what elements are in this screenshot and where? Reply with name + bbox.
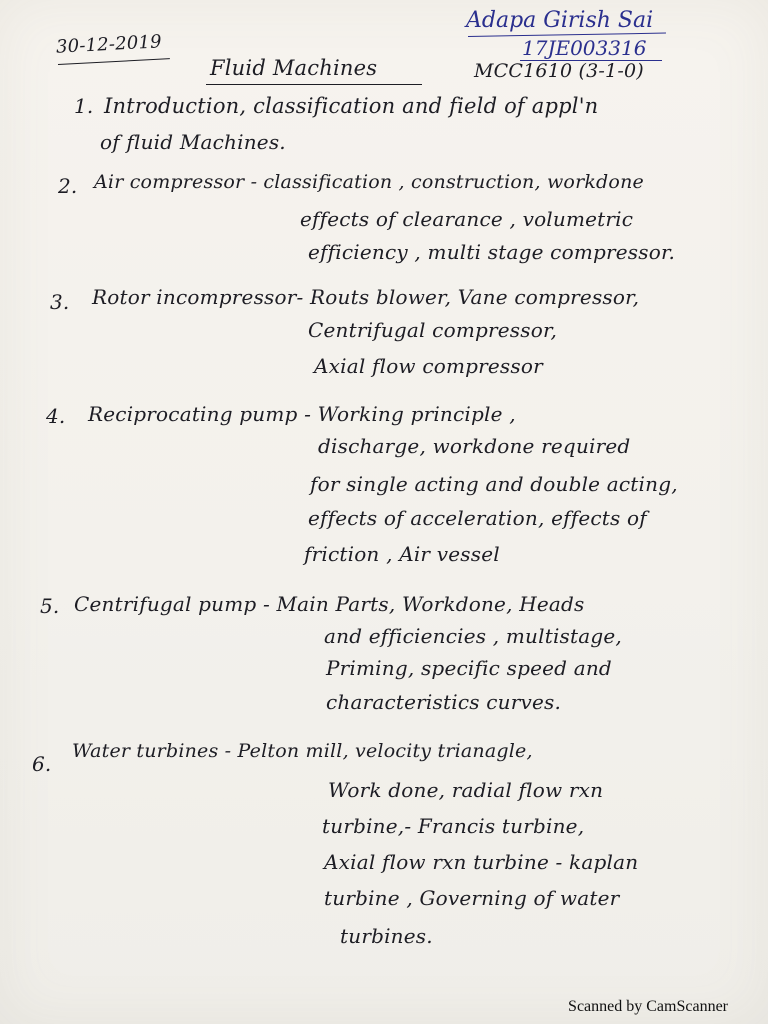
item-3-line-2: Centrifugal compressor,: [308, 318, 558, 342]
item-6-line-5: turbine , Governing of water: [324, 886, 620, 910]
course-code: MCC1610 (3-1-0): [474, 60, 644, 82]
item-number: 2.: [58, 174, 78, 198]
item-3-line-3: Axial flow compressor: [314, 354, 543, 378]
item-5-line-4: characteristics curves.: [326, 690, 562, 714]
date-underline: [58, 58, 170, 65]
item-number: 1.: [74, 94, 94, 118]
item-4-line-2: discharge, workdone required: [318, 434, 631, 458]
item-4-line-4: effects of acceleration, effects of: [308, 506, 647, 530]
page-title-underline: [206, 84, 422, 85]
item-2-line-3: efficiency , multi stage compressor.: [308, 240, 676, 264]
date: 30-12-2019: [55, 31, 163, 58]
item-5-line-1: Centrifugal pump - Main Parts, Workdone, Heads: [74, 592, 585, 616]
student-name: Adapa Girish Sai: [466, 8, 654, 33]
roll-number: 17JE003316: [522, 36, 647, 60]
item-6-line-2: Work done, radial flow rxn: [328, 778, 604, 802]
item-number: 5.: [40, 594, 60, 618]
item-5-line-3: Priming, specific speed and: [326, 656, 612, 680]
item-number: 3.: [50, 290, 70, 314]
item-6-line-3: turbine,- Francis turbine,: [322, 814, 585, 838]
item-2-line-2: effects of clearance , volumetric: [300, 207, 634, 231]
item-6-line-6: turbines.: [340, 924, 433, 948]
item-1-line-1: Introduction, classification and field of appl'n: [104, 94, 599, 118]
item-number: 4.: [46, 404, 66, 428]
item-number: 6.: [32, 752, 52, 776]
item-3-line-1: Rotor incompressor- Routs blower, Vane compressor,: [92, 285, 640, 309]
scanner-credit: Scanned by CamScanner: [568, 998, 728, 1015]
item-4-line-5: friction , Air vessel: [304, 542, 500, 566]
item-4-line-3: for single acting and double acting,: [310, 472, 678, 496]
page-title: Fluid Machines: [210, 56, 378, 80]
item-5-line-2: and efficiencies , multistage,: [324, 624, 622, 648]
item-6-line-4: Axial flow rxn turbine - kaplan: [324, 850, 639, 874]
item-6-line-1: Water turbines - Pelton mill, velocity trianagle,: [72, 740, 533, 762]
item-2-line-1: Air compressor - classification , construction, workdone: [94, 171, 644, 193]
item-4-line-1: Reciprocating pump - Working principle ,: [88, 402, 516, 426]
item-1-line-2: of fluid Machines.: [100, 130, 286, 154]
